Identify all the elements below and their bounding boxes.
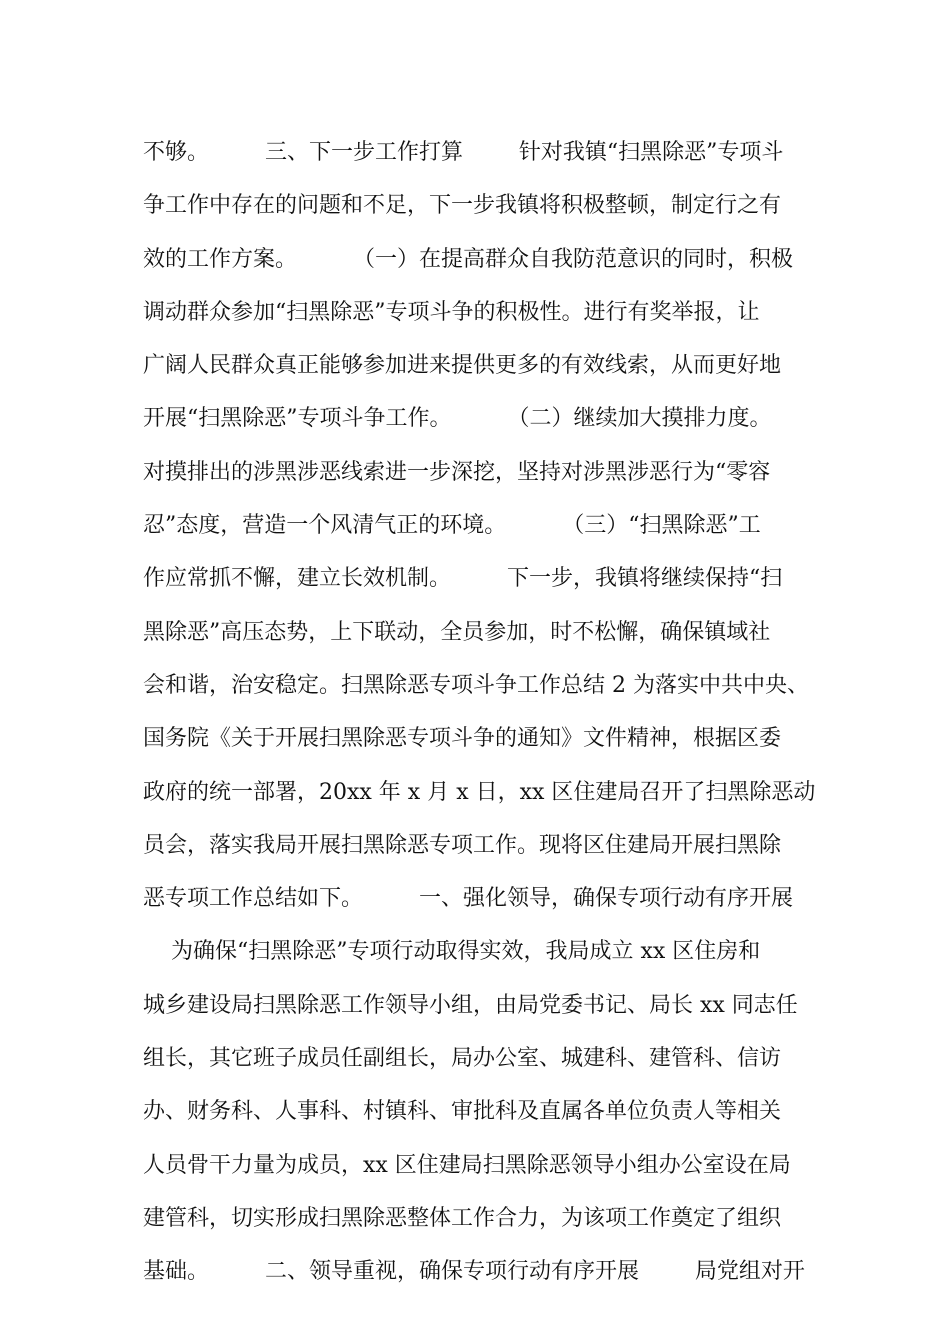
text-line: 基础。 二、领导重视，确保专项行动有序开展 局党组对开	[143, 1259, 805, 1285]
body-text	[143, 126, 843, 1299]
text-line: 恶专项工作总结如下。 一、强化领导，确保专项行动有序开展	[143, 886, 793, 912]
text-line: 黑除恶”高压态势，上下联动，全员参加，时不松懈，确保镇域社	[143, 619, 771, 645]
text-line: 政府的统一部署，20xx 年 x 月 x 日，xx 区住建局召开了扫黑除恶动	[143, 779, 816, 805]
text-line: 为确保“扫黑除恶”专项行动取得实效，我局成立 xx 区住房和	[143, 939, 761, 965]
text-line: 效的工作方案。 （一）在提高群众自我防范意识的同时，积极	[143, 246, 793, 272]
text-line: 争工作中存在的问题和不足，下一步我镇将积极整顿，制定行之有	[143, 193, 782, 219]
text-line: 城乡建设局扫黑除恶工作领导小组，由局党委书记、局长 xx 同志任	[143, 992, 798, 1018]
text-line: 作应常抓不懈，建立长效机制。 下一步，我镇将继续保持“扫	[143, 566, 783, 592]
text-line: 人员骨干力量为成员，xx 区住建局扫黑除恶领导小组办公室设在局	[143, 1152, 791, 1178]
text-line: 组长，其它班子成员任副组长，局办公室、城建科、建管科、信访	[143, 1046, 782, 1072]
text-line: 对摸排出的涉黑涉恶线索进一步深挖，坚持对涉黑涉恶行为“零容	[143, 459, 771, 485]
text-line: 不够。 三、下一步工作打算 针对我镇“扫黑除恶”专项斗	[143, 140, 784, 165]
text-line: 忍”态度，营造一个风清气正的环境。 （三）“扫黑除恶”工	[143, 513, 761, 539]
text-line: 办、财务科、人事科、村镇科、审批科及直属各单位负责人等相关	[143, 1099, 782, 1125]
text-line: 国务院《关于开展扫黑除恶专项斗争的通知》文件精神，根据区委	[143, 726, 782, 752]
text-line: 调动群众参加“扫黑除恶”专项斗争的积极性。进行有奖举报，让	[143, 299, 760, 325]
text-line: 开展“扫黑除恶”专项斗争工作。 （二）继续加大摸排力度。	[143, 406, 772, 432]
text-line: 会和谐，治安稳定。扫黑除恶专项斗争工作总结 2 为落实中共中央、	[143, 672, 809, 698]
text-line: 员会，落实我局开展扫黑除恶专项工作。现将区住建局开展扫黑除	[143, 832, 782, 858]
text-line: 建管科，切实形成扫黑除恶整体工作合力，为该项工作奠定了组织	[143, 1205, 782, 1231]
text-line: 广阔人民群众真正能够参加进来提供更多的有效线索，从而更好地	[143, 353, 782, 379]
